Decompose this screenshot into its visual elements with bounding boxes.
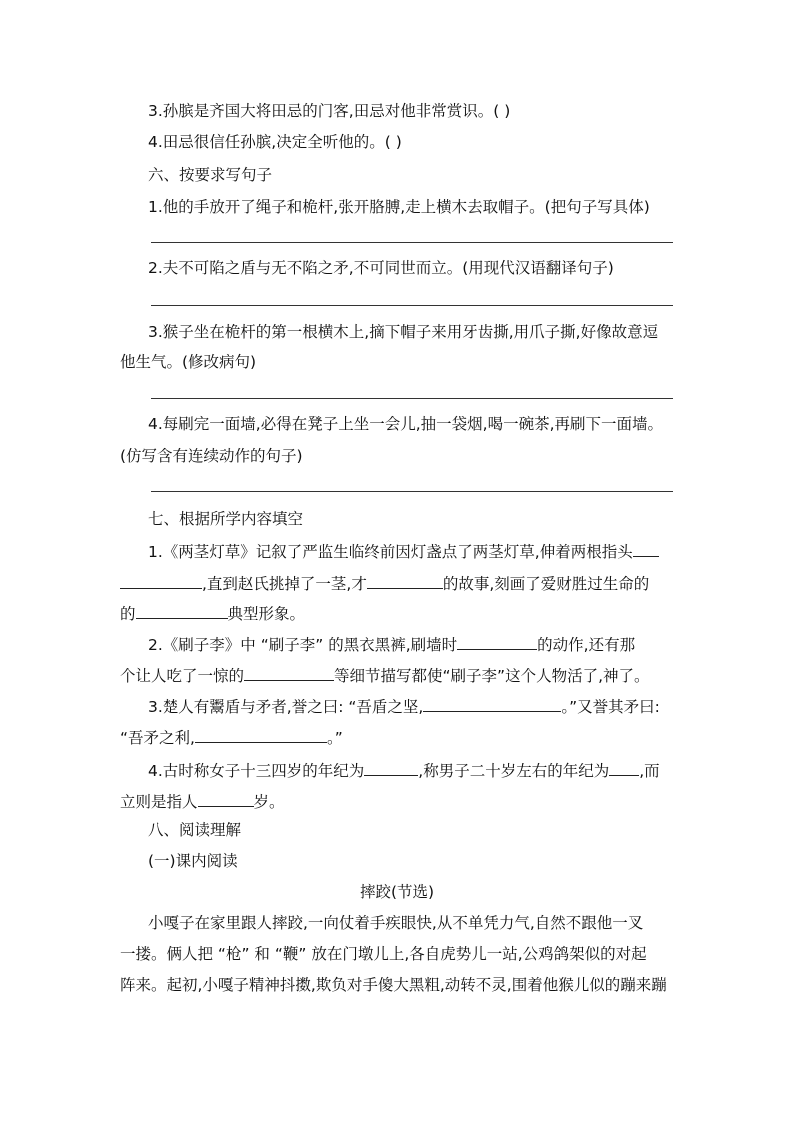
fill-blank[interactable]	[457, 633, 537, 650]
fill-q2-text-b2: 等细节描写都使“刷子李”这个人物活了,神了。	[334, 667, 650, 685]
answer-line-1[interactable]	[151, 242, 673, 243]
fill-q4-text-a3: ,而	[639, 762, 660, 780]
rewrite-question-4-line1: 4.每刷完一面墙,必得在凳子上坐一会儿,抽一袋烟,喝一碗茶,再刷下一面墙。	[148, 415, 663, 433]
fill-q1-text-a: 1.《两茎灯草》记叙了严监生临终前因灯盏点了两茎灯草,伸着两根指头	[148, 543, 633, 561]
fill-blank[interactable]	[364, 759, 418, 776]
fill-question-3-line1	[148, 695, 660, 717]
fill-question-2-line1	[148, 633, 635, 655]
fill-blank[interactable]	[244, 664, 334, 681]
fill-q4-text-a2: ,称男子二十岁左右的年纪为	[418, 762, 610, 780]
rewrite-question-4-line2: (仿写含有连续动作的句子)	[120, 447, 303, 465]
fill-q2-text-b1: 个让人吃了一惊的	[120, 667, 245, 685]
section-7-heading: 七、根据所学内容填空	[148, 510, 304, 528]
fill-q3-text-b2: 。”	[326, 729, 343, 747]
fill-question-4-line1	[148, 759, 660, 781]
judge-question-3: 3.孙膑是齐国大将田忌的门客,田忌对他非常赏识。( )	[148, 102, 511, 120]
judge-question-4: 4.田忌很信任孙膑,决定全听他的。( )	[148, 133, 402, 151]
fill-question-3-line2	[120, 726, 343, 748]
fill-blank[interactable]	[120, 572, 202, 589]
rewrite-question-1: 1.他的手放开了绳子和桅杆,张开胳膊,走上横木去取帽子。(把句子写具体)	[148, 198, 650, 216]
passage-title: 摔跤(节选)	[359, 883, 435, 901]
section-8-heading: 八、阅读理解	[148, 821, 242, 839]
passage-line-3: 阵来。起初,小嘎子精神抖擞,欺负对手傻大黑粗,动转不灵,围着他猴儿似的蹦来蹦	[120, 976, 667, 994]
passage-line-1: 小嘎子在家里跟人摔跤,一向仗着手疾眼快,从不单凭力气,自然不跟他一叉	[148, 914, 644, 932]
fill-q2-text-a2: 的动作,还有那	[537, 636, 636, 654]
fill-question-1-line3	[120, 602, 305, 624]
fill-question-2-line2	[120, 664, 650, 686]
fill-q4-text-b2: 岁。	[253, 793, 285, 811]
fill-blank[interactable]	[609, 759, 639, 776]
fill-q1-text-b1: ,直到赵氏挑掉了一茎,才	[202, 575, 367, 593]
passage-line-2: 一搂。俩人把 “枪” 和 “鞭” 放在门墩儿上,各自虎势儿一站,公鸡鸽架似的对起	[120, 945, 647, 963]
fill-q2-text-a1: 2.《刷子李》中 “刷子李” 的黑衣黑裤,刷墙时	[148, 636, 458, 654]
fill-q3-text-a1: 3.楚人有鬻盾与矛者,誉之曰: “吾盾之坚,	[148, 698, 424, 716]
fill-blank[interactable]	[136, 602, 228, 619]
answer-line-2[interactable]	[151, 305, 673, 306]
rewrite-question-3-line2: 他生气。(修改病句)	[120, 353, 257, 371]
reading-subheading: (一)课内阅读	[148, 852, 238, 870]
answer-line-3[interactable]	[151, 398, 673, 399]
fill-question-1-line1	[148, 540, 659, 562]
fill-blank[interactable]	[195, 726, 327, 743]
fill-question-4-line2	[120, 790, 285, 812]
fill-question-1-line2	[120, 572, 649, 594]
fill-blank[interactable]	[633, 540, 659, 557]
fill-q3-text-b1: “吾矛之利,	[120, 729, 195, 747]
fill-q4-text-a1: 4.古时称女子十三四岁的年纪为	[148, 762, 365, 780]
section-6-heading: 六、按要求写句子	[148, 166, 273, 184]
fill-q3-text-a2: 。”又誉其矛曰:	[561, 698, 660, 716]
fill-q1-text-c2: 典型形象。	[227, 605, 306, 623]
fill-q1-text-c1: 的	[120, 605, 136, 623]
fill-blank[interactable]	[423, 695, 561, 712]
fill-q4-text-b1: 立则是指人	[120, 793, 198, 811]
rewrite-question-2: 2.夫不可陷之盾与无不陷之矛,不可同世而立。(用现代汉语翻译句子)	[148, 259, 614, 277]
answer-line-4[interactable]	[151, 491, 673, 492]
fill-blank[interactable]	[198, 790, 254, 807]
rewrite-question-3-line1: 3.猴子坐在桅杆的第一根横木上,摘下帽子来用牙齿撕,用爪子撕,好像故意逗	[148, 323, 659, 341]
fill-blank[interactable]	[367, 572, 443, 589]
fill-q1-text-b2: 的故事,刻画了爱财胜过生命的	[442, 575, 650, 593]
